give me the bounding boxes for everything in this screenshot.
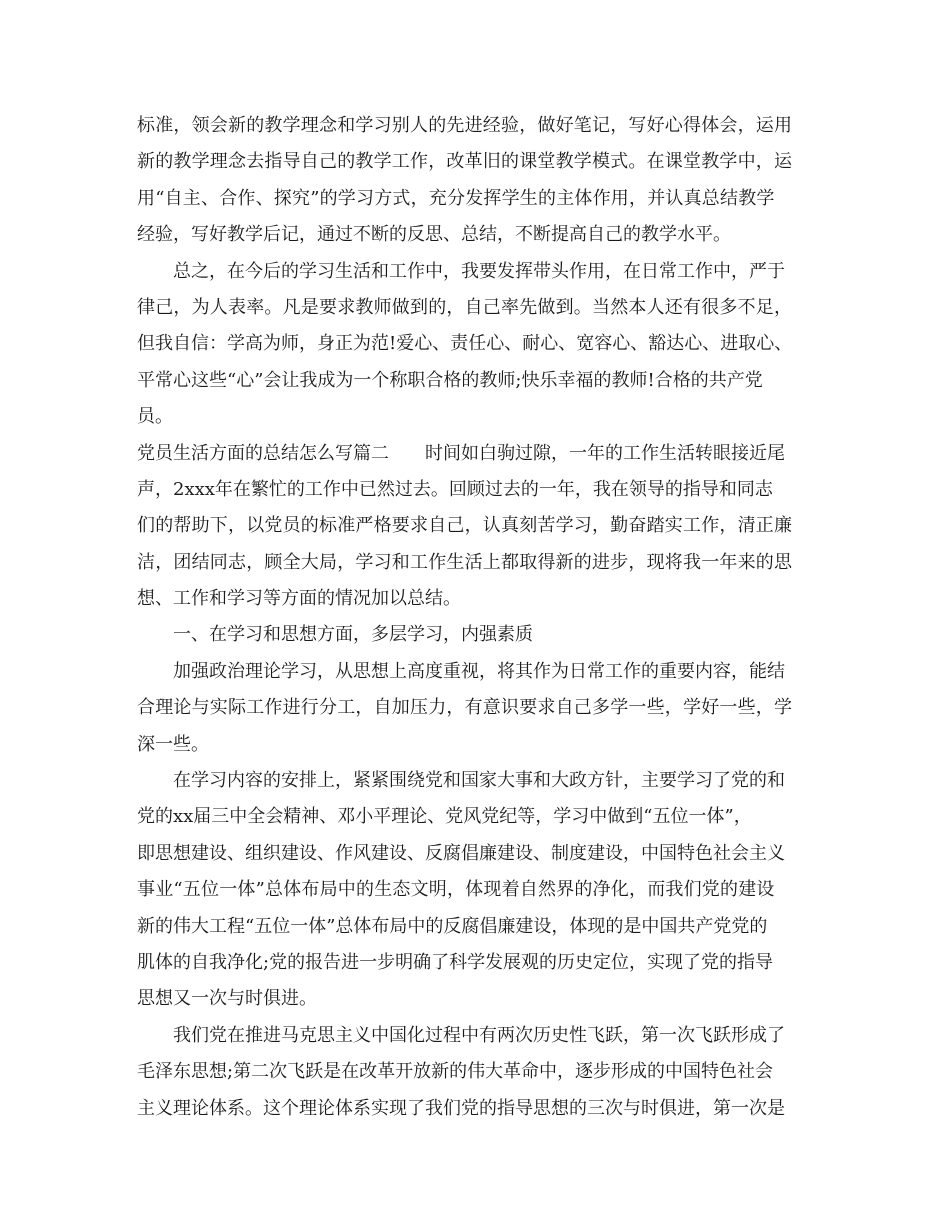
text-line: 党的xx届三中全会精神、邓小平理论、党风党纪等，学习中做到“五位一体”， (137, 806, 752, 828)
paragraph (137, 1018, 817, 1127)
text-line: 但我自信：学高为师，身正为范!爱心、责任心、耐心、宽容心、豁达心、进取心、 (137, 333, 793, 355)
text-line: 洁，团结同志，顾全大局，学习和工作生活上都取得新的进步，现将我一年来的思 (137, 551, 793, 573)
paragraph (137, 436, 817, 618)
section-heading (137, 617, 817, 653)
paragraph (137, 763, 817, 1018)
text-line: 事业“五位一体”总体布局中的生态文明，体现着自然界的净化，而我们党的建设 (137, 879, 775, 901)
text-line: 想、工作和学习等方面的情况加以总结。 (137, 588, 461, 610)
text-line: 平常心这些“心”会让我成为一个称职合格的教师;快乐幸福的教师!合格的共产党 (137, 369, 763, 391)
text-line: 们的帮助下，以党员的标准严格要求自己，认真刻苦学习，勤奋踏实工作，清正廉 (137, 515, 793, 537)
text-line: 用“自主、合作、探究”的学习方式，充分发挥学生的主体作用，并认真总结教学 (137, 187, 775, 209)
section-heading-text: 一、在学习和思想方面，多层学习，内强素质 (173, 624, 533, 646)
text-line: 律己，为人表率。凡是要求教师做到的，自己率先做到。当然本人还有很多不足， (137, 296, 793, 318)
text-line: 加强政治理论学习，从思想上高度重视，将其作为日常工作的重要内容，能结 (173, 660, 785, 682)
paragraph (137, 108, 817, 254)
text-line: 主义理论体系。这个理论体系实现了我们党的指导思想的三次与时俱进，第一次是 (137, 1097, 785, 1119)
paragraph (137, 654, 817, 763)
text-line: 在学习内容的安排上，紧紧围绕党和国家大事和大政方针，主要学习了党的和 (173, 770, 785, 792)
text-line: 新的伟大工程“五位一体”总体布局中的反腐倡廉建设，体现的是中国共产党党的 (137, 915, 768, 937)
text-line: 经验，写好教学后记，通过不断的反思、总结，不断提高自己的教学水平。 (137, 224, 731, 246)
text-line: 即思想建设、组织建设、作风建设、反腐倡廉建设、制度建设，中国特色社会主义 (137, 842, 785, 864)
text-line: 深一些。 (137, 733, 209, 755)
text-line: 员。 (137, 406, 173, 428)
text-line: 标准，领会新的教学理念和学习别人的先进经验，做好笔记，写好心得体会，运用 (137, 115, 793, 136)
text-line: 我们党在推进马克思主义中国化过程中有两次历史性飞跃，第一次飞跃形成了 (173, 1024, 785, 1046)
text-line: 新的教学理念去指导自己的教学工作，改革旧的课堂教学模式。在课堂教学中，运 (137, 151, 793, 173)
text-line: 肌体的自我净化;党的报告进一步明确了科学发展观的历史定位，实现了党的指导 (137, 951, 774, 973)
text-line: 声，2xxx年在繁忙的工作中已然过去。回顾过去的一年，我在领导的指导和同志 (137, 478, 773, 500)
document-body (137, 108, 817, 1127)
text-line: 思想又一次与时俱进。 (137, 988, 317, 1010)
text-line: 党员生活方面的总结怎么写篇二 时间如白驹过隙，一年的工作生活转眼接近尾 (137, 442, 785, 464)
text-line: 合理论与实际工作进行分工，自加压力，有意识要求自己多学一些，学好一些，学 (137, 697, 793, 719)
paragraph (137, 254, 817, 436)
text-line: 总之，在今后的学习生活和工作中，我要发挥带头作用，在日常工作中，严于 (173, 260, 785, 282)
text-line: 毛泽东思想;第二次飞跃是在改革开放新的伟大革命中，逐步形成的中国特色社会 (137, 1061, 774, 1083)
